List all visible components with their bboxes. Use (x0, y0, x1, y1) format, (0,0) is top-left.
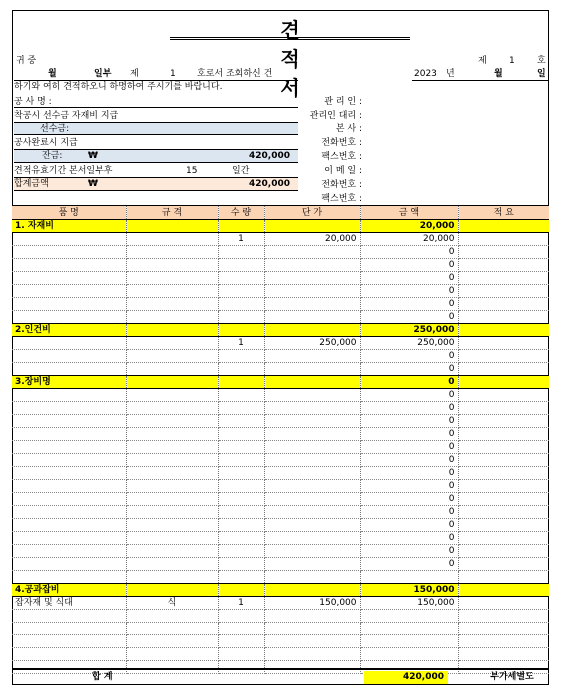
unit-price-cell[interactable]: 20,000 (264, 233, 360, 246)
section-header-row (12, 324, 549, 337)
amount-cell[interactable]: 0 (360, 402, 458, 415)
note-cell[interactable] (458, 635, 549, 648)
year-value: 2023 (414, 69, 437, 79)
table-row (12, 428, 549, 441)
spec-cell[interactable] (126, 259, 218, 272)
qty-cell[interactable] (218, 635, 264, 648)
note-cell[interactable] (458, 506, 549, 519)
amount-cell[interactable] (360, 609, 458, 622)
ref-no-value: 1 (170, 69, 176, 79)
validity-label: 견적유효기간 본서일부후 (14, 166, 113, 176)
amount-cell[interactable]: 0 (360, 506, 458, 519)
note-cell[interactable] (458, 596, 549, 609)
amount-cell[interactable]: 0 (360, 558, 458, 571)
note-cell[interactable] (458, 259, 549, 272)
note-cell[interactable] (458, 285, 549, 298)
amount-cell[interactable]: 0 (360, 285, 458, 298)
amount-cell[interactable]: 0 (360, 259, 458, 272)
unit-price-cell[interactable] (264, 272, 360, 285)
unit-price-cell[interactable] (264, 454, 360, 467)
unit-price-cell[interactable] (264, 480, 360, 493)
item-name-cell[interactable] (12, 441, 126, 454)
note-cell[interactable] (458, 545, 549, 558)
total-amount-label: 합계금액 (14, 179, 49, 189)
unit-price-cell[interactable] (264, 285, 360, 298)
note-cell[interactable] (458, 233, 549, 246)
note-cell[interactable] (458, 337, 549, 350)
unit-price-cell[interactable] (264, 622, 360, 635)
table-row (12, 648, 549, 661)
qty-cell[interactable] (218, 648, 264, 661)
spec-cell[interactable] (126, 635, 218, 648)
spec-cell[interactable] (126, 622, 218, 635)
date-day-label: 일부 (94, 69, 112, 79)
table-row (12, 389, 549, 402)
fax2-label: 팩스번호 : (321, 194, 362, 204)
note-cell[interactable] (458, 272, 549, 285)
qty-cell[interactable] (218, 467, 264, 480)
table-row (12, 233, 549, 246)
spec-cell[interactable] (126, 480, 218, 493)
spec-cell[interactable] (126, 402, 218, 415)
spec-cell[interactable] (126, 609, 218, 622)
unit-price-cell[interactable] (264, 558, 360, 571)
item-name-cell[interactable] (12, 622, 126, 635)
amount-cell[interactable]: 0 (360, 467, 458, 480)
col-header-item: 품 명 (12, 206, 126, 220)
note-cell[interactable] (458, 454, 549, 467)
table-row (12, 246, 549, 259)
qty-cell[interactable] (218, 350, 264, 363)
qty-cell[interactable] (218, 519, 264, 532)
unit-price-cell[interactable] (264, 506, 360, 519)
section-amount: 20,000 (360, 220, 458, 233)
spec-cell[interactable] (126, 272, 218, 285)
qty-cell[interactable] (218, 402, 264, 415)
table-row (12, 622, 549, 635)
table-row (12, 441, 549, 454)
unit-price-cell[interactable] (264, 415, 360, 428)
item-name-cell[interactable] (12, 246, 126, 259)
intro-text: 하기와 여히 견적하오니 하명하여 주시기를 바랍니다. (14, 82, 223, 92)
qty-cell[interactable]: 1 (218, 337, 264, 350)
spec-cell[interactable] (126, 350, 218, 363)
section-empty-cell (218, 376, 264, 389)
doc-no-unit: 호 (537, 56, 546, 66)
spec-cell[interactable] (126, 415, 218, 428)
note-cell[interactable] (458, 311, 549, 324)
qty-cell[interactable] (218, 389, 264, 402)
spec-cell[interactable] (126, 311, 218, 324)
recipient-label: 귀 중 (16, 56, 37, 66)
item-name-cell[interactable] (12, 428, 126, 441)
item-name-cell[interactable] (12, 311, 126, 324)
col-header-unit-price: 단 가 (264, 206, 360, 220)
spec-cell[interactable] (126, 648, 218, 661)
qty-cell[interactable] (218, 272, 264, 285)
estimate-table-body (12, 206, 549, 674)
unit-price-cell[interactable] (264, 246, 360, 259)
table-row (12, 259, 549, 272)
item-name-cell[interactable] (12, 506, 126, 519)
doc-no-value: 1 (509, 56, 515, 66)
amount-cell[interactable]: 0 (360, 389, 458, 402)
item-name-cell[interactable] (12, 454, 126, 467)
qty-cell[interactable] (218, 246, 264, 259)
item-name-cell[interactable] (12, 635, 126, 648)
note-cell[interactable] (458, 350, 549, 363)
col-header-spec: 규 격 (126, 206, 218, 220)
section-title: 4.공과잡비 (12, 583, 126, 596)
item-name-cell[interactable] (12, 545, 126, 558)
table-row (12, 454, 549, 467)
section-empty-cell (126, 376, 218, 389)
amount-cell[interactable]: 0 (360, 415, 458, 428)
section-title: 3.장비명 (12, 376, 126, 389)
amount-cell[interactable]: 0 (360, 298, 458, 311)
item-name-cell[interactable] (12, 558, 126, 571)
qty-cell[interactable] (218, 480, 264, 493)
spec-cell[interactable] (126, 246, 218, 259)
item-name-cell[interactable] (12, 467, 126, 480)
item-name-cell[interactable] (12, 389, 126, 402)
spec-cell[interactable] (126, 285, 218, 298)
total-amount-value: 420,000 (249, 179, 290, 189)
unit-price-cell[interactable] (264, 571, 360, 584)
note-cell[interactable] (458, 298, 549, 311)
section-empty-cell (126, 324, 218, 337)
amount-cell[interactable] (360, 635, 458, 648)
amount-cell[interactable]: 0 (360, 493, 458, 506)
office-label: 본 사 : (335, 124, 362, 134)
note-cell[interactable] (458, 571, 549, 584)
estimate-table (12, 205, 549, 674)
amount-cell[interactable]: 20,000 (360, 233, 458, 246)
note-cell[interactable] (458, 467, 549, 480)
table-row (12, 350, 549, 363)
table-row (12, 635, 549, 648)
amount-cell[interactable]: 0 (360, 519, 458, 532)
section-header-row (12, 220, 549, 233)
section-header-row (12, 376, 549, 389)
section-empty-cell (264, 583, 360, 596)
validity-days: 15 (186, 166, 198, 176)
spec-cell[interactable] (126, 233, 218, 246)
table-row (12, 363, 549, 376)
table-row (12, 545, 549, 558)
spec-cell[interactable] (126, 519, 218, 532)
qty-cell[interactable] (218, 311, 264, 324)
ref-no-label: 제 (130, 69, 139, 79)
spec-cell[interactable] (126, 506, 218, 519)
qty-cell[interactable] (218, 415, 264, 428)
note-cell[interactable] (458, 622, 549, 635)
item-name-cell[interactable] (12, 415, 126, 428)
header-rule-right (412, 80, 548, 81)
advance-amount-label: 선수금: (40, 124, 70, 134)
title-underline-double (170, 39, 410, 40)
item-name-cell[interactable] (12, 532, 126, 545)
request-text: 호로서 조회하신 건 (197, 69, 273, 79)
spec-cell[interactable] (126, 428, 218, 441)
table-row (12, 609, 549, 622)
table-row (12, 480, 549, 493)
amount-cell[interactable]: 150,000 (360, 596, 458, 609)
note-cell[interactable] (458, 519, 549, 532)
section-empty-cell (126, 583, 218, 596)
item-name-cell[interactable] (12, 350, 126, 363)
spec-cell[interactable] (126, 363, 218, 376)
section-amount: 150,000 (360, 583, 458, 596)
section-empty-cell (458, 583, 549, 596)
doc-no-prefix: 제 (478, 56, 487, 66)
unit-price-cell[interactable] (264, 635, 360, 648)
qty-cell[interactable] (218, 285, 264, 298)
qty-cell[interactable] (218, 622, 264, 635)
deputy-label: 관리인 대리 : (309, 111, 362, 121)
advance-payment-label: 착공시 선수금 자재비 지급 (14, 111, 119, 121)
amount-cell[interactable]: 0 (360, 363, 458, 376)
spec-cell[interactable] (126, 571, 218, 584)
table-row (12, 493, 549, 506)
unit-price-cell[interactable]: 150,000 (264, 596, 360, 609)
table-row (12, 467, 549, 480)
item-name-cell[interactable] (12, 298, 126, 311)
qty-cell[interactable] (218, 298, 264, 311)
project-name-label: 공 사 명 : (14, 97, 52, 107)
spec-cell[interactable] (126, 454, 218, 467)
amount-cell[interactable]: 0 (360, 532, 458, 545)
phone-label: 전화번호 : (321, 138, 362, 148)
unit-price-cell[interactable] (264, 259, 360, 272)
unit-price-cell[interactable] (264, 441, 360, 454)
completion-payment-label: 공사완료시 지급 (14, 138, 78, 148)
note-cell[interactable] (458, 493, 549, 506)
qty-cell[interactable] (218, 363, 264, 376)
item-name-cell[interactable] (12, 571, 126, 584)
validity-unit: 일간 (232, 166, 250, 176)
note-cell[interactable] (458, 246, 549, 259)
unit-price-cell[interactable] (264, 363, 360, 376)
amount-cell[interactable]: 0 (360, 272, 458, 285)
table-row (12, 415, 549, 428)
amount-cell[interactable]: 0 (360, 246, 458, 259)
fax-label: 팩스번호 : (321, 152, 362, 162)
section-header-row (12, 583, 549, 596)
section-empty-cell (458, 324, 549, 337)
section-empty-cell (264, 220, 360, 233)
item-name-cell[interactable] (12, 480, 126, 493)
date-month-label: 월 (48, 69, 57, 79)
unit-price-cell[interactable] (264, 545, 360, 558)
note-cell[interactable] (458, 363, 549, 376)
amount-cell[interactable]: 250,000 (360, 337, 458, 350)
unit-price-cell[interactable] (264, 428, 360, 441)
unit-price-cell[interactable] (264, 350, 360, 363)
rule (14, 107, 298, 108)
qty-cell[interactable] (218, 558, 264, 571)
balance-label: 잔금: (42, 151, 63, 161)
table-row (12, 311, 549, 324)
grand-total-label: 합 계 (92, 672, 113, 682)
spec-cell[interactable] (126, 337, 218, 350)
day-label: 일 (537, 69, 546, 79)
amount-cell[interactable] (360, 648, 458, 661)
item-name-cell[interactable] (12, 519, 126, 532)
unit-price-cell[interactable] (264, 519, 360, 532)
balance-currency: ₩ (88, 151, 98, 161)
item-name-cell[interactable] (12, 363, 126, 376)
unit-price-cell[interactable] (264, 389, 360, 402)
table-row (12, 298, 549, 311)
table-row (12, 532, 549, 545)
section-empty-cell (218, 324, 264, 337)
spec-cell[interactable] (126, 493, 218, 506)
amount-cell[interactable]: 0 (360, 311, 458, 324)
unit-price-cell[interactable] (264, 402, 360, 415)
qty-cell[interactable] (218, 428, 264, 441)
amount-cell[interactable]: 0 (360, 428, 458, 441)
unit-price-cell[interactable] (264, 493, 360, 506)
spec-cell[interactable]: 식 (126, 596, 218, 609)
total-currency: ₩ (88, 179, 98, 189)
unit-price-cell[interactable] (264, 532, 360, 545)
spec-cell[interactable] (126, 298, 218, 311)
spec-cell[interactable] (126, 558, 218, 571)
table-row (12, 402, 549, 415)
spec-cell[interactable] (126, 532, 218, 545)
section-amount: 250,000 (360, 324, 458, 337)
item-name-cell[interactable] (12, 402, 126, 415)
qty-cell[interactable] (218, 454, 264, 467)
amount-cell[interactable]: 0 (360, 454, 458, 467)
item-name-cell[interactable] (12, 259, 126, 272)
table-header-row (12, 206, 549, 220)
item-name-cell[interactable] (12, 233, 126, 246)
item-name-cell[interactable] (12, 337, 126, 350)
qty-cell[interactable] (218, 571, 264, 584)
unit-price-cell[interactable] (264, 467, 360, 480)
note-cell[interactable] (458, 428, 549, 441)
table-row (12, 506, 549, 519)
note-cell[interactable] (458, 389, 549, 402)
col-header-amount: 금 액 (360, 206, 458, 220)
title-underline (170, 37, 410, 38)
email-label: 이 메 일 : (324, 166, 362, 176)
month-label: 월 (494, 69, 503, 79)
unit-price-cell[interactable]: 250,000 (264, 337, 360, 350)
note-cell[interactable] (458, 415, 549, 428)
qty-cell[interactable] (218, 506, 264, 519)
qty-cell[interactable] (218, 441, 264, 454)
amount-cell[interactable] (360, 571, 458, 584)
col-header-note: 적 요 (458, 206, 549, 220)
unit-price-cell[interactable] (264, 311, 360, 324)
qty-cell[interactable]: 1 (218, 596, 264, 609)
table-row (12, 285, 549, 298)
table-row (12, 596, 549, 609)
section-amount: 0 (360, 376, 458, 389)
qty-cell[interactable] (218, 493, 264, 506)
phone2-label: 전화번호 : (321, 180, 362, 190)
qty-cell[interactable] (218, 532, 264, 545)
spec-cell[interactable] (126, 467, 218, 480)
unit-price-cell[interactable] (264, 609, 360, 622)
amount-cell[interactable]: 0 (360, 441, 458, 454)
amount-cell[interactable] (360, 622, 458, 635)
qty-cell[interactable]: 1 (218, 233, 264, 246)
balance-value: 420,000 (249, 151, 290, 161)
year-label: 년 (446, 69, 455, 79)
unit-price-cell[interactable] (264, 298, 360, 311)
note-cell[interactable] (458, 480, 549, 493)
note-cell[interactable] (458, 609, 549, 622)
section-empty-cell (264, 376, 360, 389)
section-empty-cell (126, 220, 218, 233)
manager-label: 관 리 인 : (324, 97, 362, 107)
amount-cell[interactable]: 0 (360, 480, 458, 493)
item-name-cell[interactable] (12, 272, 126, 285)
amount-cell[interactable]: 0 (360, 545, 458, 558)
table-row (12, 519, 549, 532)
unit-price-cell[interactable] (264, 648, 360, 661)
item-name-cell[interactable] (12, 493, 126, 506)
spec-cell[interactable] (126, 545, 218, 558)
section-title: 2.인건비 (12, 324, 126, 337)
section-empty-cell (264, 324, 360, 337)
item-name-cell[interactable] (12, 648, 126, 661)
note-cell[interactable] (458, 558, 549, 571)
item-name-cell[interactable] (12, 285, 126, 298)
section-empty-cell (458, 376, 549, 389)
vat-note: 부가세별도 (490, 672, 534, 682)
item-name-cell[interactable]: 잡자재 및 식대 (12, 596, 126, 609)
note-cell[interactable] (458, 532, 549, 545)
note-cell[interactable] (458, 648, 549, 661)
spec-cell[interactable] (126, 389, 218, 402)
item-name-cell[interactable] (12, 609, 126, 622)
amount-cell[interactable]: 0 (360, 350, 458, 363)
section-title: 1. 자재비 (12, 220, 126, 233)
table-row (12, 571, 549, 584)
document-title: 견 적 서 (280, 18, 356, 100)
table-row (12, 558, 549, 571)
qty-cell[interactable] (218, 609, 264, 622)
grand-total-row (12, 668, 549, 684)
grand-total-value: 420,000 (364, 671, 448, 684)
table-row (12, 272, 549, 285)
qty-cell[interactable] (218, 259, 264, 272)
section-empty-cell (218, 583, 264, 596)
qty-cell[interactable] (218, 545, 264, 558)
col-header-qty: 수 량 (218, 206, 264, 220)
section-empty-cell (458, 220, 549, 233)
note-cell[interactable] (458, 441, 549, 454)
section-empty-cell (218, 220, 264, 233)
note-cell[interactable] (458, 402, 549, 415)
table-row (12, 337, 549, 350)
spec-cell[interactable] (126, 441, 218, 454)
